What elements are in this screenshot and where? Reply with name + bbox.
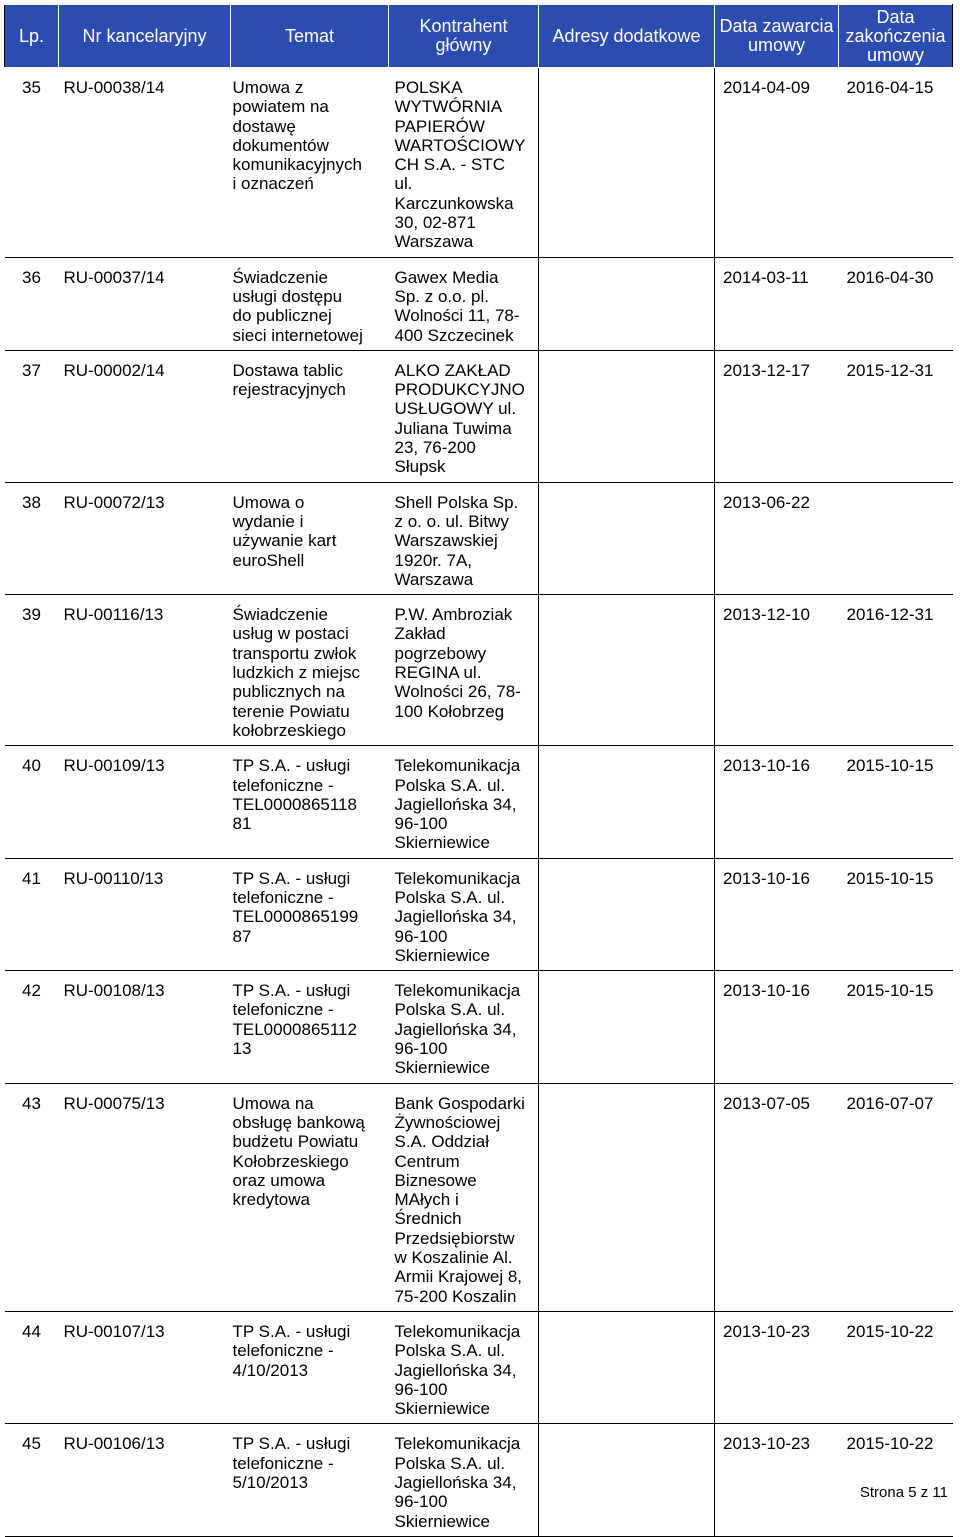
cell-adresy xyxy=(539,350,715,482)
cell-nr-kancelaryjny: RU-00109/13 xyxy=(59,746,231,858)
cell-nr-kancelaryjny: RU-00107/13 xyxy=(59,1311,231,1423)
cell-lp: 36 xyxy=(5,257,59,350)
cell-temat: TP S.A. - usługi telefoniczne - TEL0000865199 87 xyxy=(231,858,389,970)
cell-temat: TP S.A. - usługi telefoniczne - 4/10/2013 xyxy=(231,1311,389,1423)
cell-nr-kancelaryjny: RU-00002/14 xyxy=(59,350,231,482)
cell-adresy xyxy=(539,68,715,258)
cell-temat: Umowa na obsługę bankową budżetu Powiatu Kołobrzeskiego oraz umowa kredytowa xyxy=(231,1083,389,1311)
cell-kontrahent: ALKO ZAKŁAD PRODUKCYJNO USŁUGOWY ul. Juliana Tuwima 23, 76-200 Słupsk xyxy=(389,350,539,482)
cell-data-zakonczenia: 2015-10-15 xyxy=(839,746,953,858)
cell-data-zakonczenia: 2015-10-22 xyxy=(839,1424,953,1536)
cell-kontrahent: Telekomunikacja Polska S.A. ul. Jagiellońska 34, 96-100 Skierniewice xyxy=(389,971,539,1083)
cell-kontrahent: Shell Polska Sp. z o. o. ul. Bitwy Warszawskiej 1920r. 7A, Warszawa xyxy=(389,482,539,594)
table-row xyxy=(5,858,953,970)
cell-lp: 40 xyxy=(5,746,59,858)
table-row xyxy=(5,1311,953,1423)
cell-lp: 44 xyxy=(5,1311,59,1423)
table-row xyxy=(5,257,953,350)
cell-kontrahent: P.W. Ambroziak Zakład pogrzebowy REGINA ul. Wolności 26, 78- 100 Kołobrzeg xyxy=(389,595,539,746)
cell-data-zakonczenia: 2015-10-15 xyxy=(839,858,953,970)
cell-adresy xyxy=(539,482,715,594)
header-temat: Temat xyxy=(231,5,389,68)
contracts-table xyxy=(4,4,953,1537)
cell-temat: TP S.A. - usługi telefoniczne - TEL0000865112 13 xyxy=(231,971,389,1083)
table-row xyxy=(5,68,953,258)
cell-data-zakonczenia: 2016-07-07 xyxy=(839,1083,953,1311)
cell-data-zawarcia: 2013-10-16 xyxy=(715,858,839,970)
cell-data-zakonczenia: 2015-10-22 xyxy=(839,1311,953,1423)
cell-adresy xyxy=(539,858,715,970)
table-row xyxy=(5,350,953,482)
table-row xyxy=(5,482,953,594)
cell-nr-kancelaryjny: RU-00075/13 xyxy=(59,1083,231,1311)
cell-adresy xyxy=(539,1311,715,1423)
table-row xyxy=(5,971,953,1083)
cell-temat: Świadczenie usługi dostępu do publicznej sieci internetowej xyxy=(231,257,389,350)
cell-lp: 38 xyxy=(5,482,59,594)
page-number: Strona 5 z 11 xyxy=(859,1484,948,1501)
cell-nr-kancelaryjny: RU-00037/14 xyxy=(59,257,231,350)
cell-kontrahent: Telekomunikacja Polska S.A. ul. Jagiellońska 34, 96-100 Skierniewice xyxy=(389,858,539,970)
cell-temat: TP S.A. - usługi telefoniczne - 5/10/2013 xyxy=(231,1424,389,1536)
cell-data-zakonczenia: 2015-10-15 xyxy=(839,971,953,1083)
cell-lp: 37 xyxy=(5,350,59,482)
table-header-row xyxy=(5,5,953,68)
cell-data-zakonczenia: 2016-04-15 xyxy=(839,68,953,258)
cell-data-zawarcia: 2013-10-16 xyxy=(715,971,839,1083)
cell-data-zakonczenia: 2016-04-30 xyxy=(839,257,953,350)
cell-nr-kancelaryjny: RU-00038/14 xyxy=(59,68,231,258)
cell-adresy xyxy=(539,1424,715,1536)
header-nr-kancelaryjny: Nr kancelaryjny xyxy=(59,5,231,68)
cell-lp: 43 xyxy=(5,1083,59,1311)
cell-data-zawarcia: 2013-10-16 xyxy=(715,746,839,858)
cell-temat: Umowa o wydanie i używanie kart euroShell xyxy=(231,482,389,594)
table-row xyxy=(5,746,953,858)
cell-data-zawarcia: 2013-12-17 xyxy=(715,350,839,482)
cell-data-zawarcia: 2013-10-23 xyxy=(715,1424,839,1536)
cell-temat: Świadczenie usług w postaci transportu zwłok ludzkich z miejsc publicznych na terenie Powiatu kołobrzeskiego xyxy=(231,595,389,746)
cell-nr-kancelaryjny: RU-00072/13 xyxy=(59,482,231,594)
cell-data-zawarcia: 2013-07-05 xyxy=(715,1083,839,1311)
cell-lp: 45 xyxy=(5,1424,59,1536)
header-data-zakonczenia: Data zakończenia umowy xyxy=(839,5,953,68)
cell-nr-kancelaryjny: RU-00106/13 xyxy=(59,1424,231,1536)
header-adresy: Adresy dodatkowe xyxy=(539,5,715,68)
table-row xyxy=(5,1424,953,1536)
cell-data-zakonczenia: 2016-12-31 xyxy=(839,595,953,746)
table-row xyxy=(5,1083,953,1311)
cell-data-zawarcia: 2013-10-23 xyxy=(715,1311,839,1423)
cell-data-zakonczenia xyxy=(839,482,953,594)
cell-nr-kancelaryjny: RU-00108/13 xyxy=(59,971,231,1083)
cell-nr-kancelaryjny: RU-00116/13 xyxy=(59,595,231,746)
cell-lp: 42 xyxy=(5,971,59,1083)
cell-kontrahent: POLSKA WYTWÓRNIA PAPIERÓW WARTOŚCIOWY CH S.A. - STC ul. Karczunkowska 30, 02-871 Warszawa xyxy=(389,68,539,258)
header-kontrahent: Kontrahent główny xyxy=(389,5,539,68)
header-data-zawarcia: Data zawarcia umowy xyxy=(715,5,839,68)
cell-nr-kancelaryjny: RU-00110/13 xyxy=(59,858,231,970)
cell-lp: 41 xyxy=(5,858,59,970)
cell-kontrahent: Telekomunikacja Polska S.A. ul. Jagiellońska 34, 96-100 Skierniewice xyxy=(389,746,539,858)
table-body xyxy=(5,68,953,1537)
cell-data-zawarcia: 2014-04-09 xyxy=(715,68,839,258)
cell-adresy xyxy=(539,1083,715,1311)
table-row xyxy=(5,595,953,746)
cell-lp: 39 xyxy=(5,595,59,746)
cell-temat: Umowa z powiatem na dostawę dokumentów komunikacyjnych i oznaczeń xyxy=(231,68,389,258)
cell-kontrahent: Telekomunikacja Polska S.A. ul. Jagiellońska 34, 96-100 Skierniewice xyxy=(389,1424,539,1536)
cell-data-zawarcia: 2014-03-11 xyxy=(715,257,839,350)
cell-data-zawarcia: 2013-06-22 xyxy=(715,482,839,594)
cell-temat: TP S.A. - usługi telefoniczne - TEL0000865118 81 xyxy=(231,746,389,858)
cell-temat: Dostawa tablic rejestracyjnych xyxy=(231,350,389,482)
cell-kontrahent: Telekomunikacja Polska S.A. ul. Jagiellońska 34, 96-100 Skierniewice xyxy=(389,1311,539,1423)
header-lp: Lp. xyxy=(5,5,59,68)
cell-kontrahent: Bank Gospodarki Żywnościowej S.A. Oddział Centrum Biznesowe MAłych i Średnich Przedsiębiorstw w Koszalinie Al. Armii Krajowej 8, 75-200 Koszalin xyxy=(389,1083,539,1311)
cell-data-zawarcia: 2013-12-10 xyxy=(715,595,839,746)
cell-kontrahent: Gawex Media Sp. z o.o. pl. Wolności 11, 78- 400 Szczecinek xyxy=(389,257,539,350)
cell-data-zakonczenia: 2015-12-31 xyxy=(839,350,953,482)
cell-adresy xyxy=(539,971,715,1083)
cell-adresy xyxy=(539,257,715,350)
cell-adresy xyxy=(539,595,715,746)
cell-adresy xyxy=(539,746,715,858)
cell-lp: 35 xyxy=(5,68,59,258)
